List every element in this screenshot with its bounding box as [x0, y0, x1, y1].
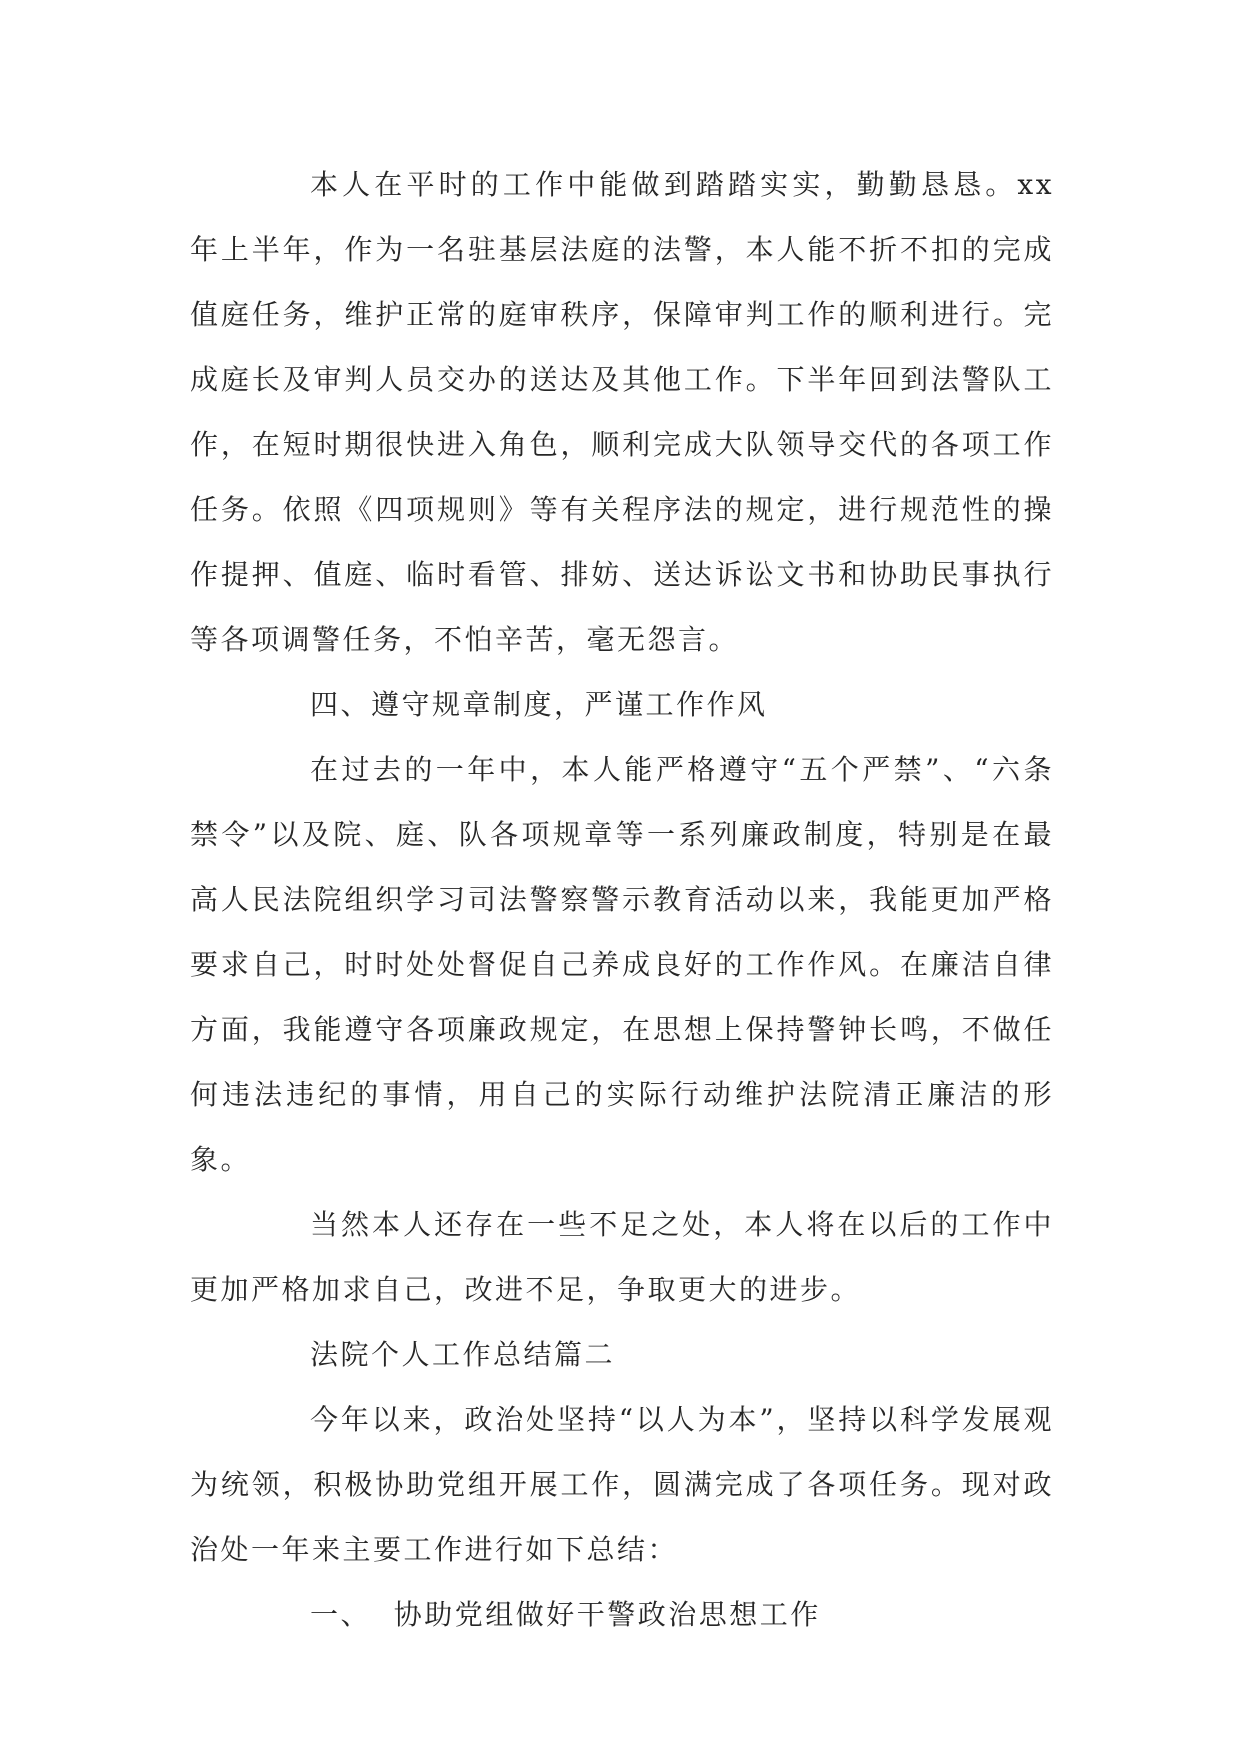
section-heading-four: 四、遵守规章制度，严谨工作作风: [310, 688, 768, 721]
article-title-part-two: 法院个人工作总结篇二: [310, 1338, 616, 1371]
document-body: [190, 152, 1054, 1647]
paragraph-shortcomings: 当然本人还存在一些不足之处，本人将在以后的工作中更加严格加求自己，改进不足，争取更大的进步。: [190, 1208, 1054, 1306]
paragraph-intro-political-office: 今年以来，政治处坚持“以人为本”，坚持以科学发展观为统领，积极协助党组开展工作，圆满完成了各项任务。现对政治处一年来主要工作进行如下总结：: [190, 1403, 1054, 1566]
paragraph-discipline: 在过去的一年中，本人能严格遵守“五个严禁”、“六条禁令”以及院、庭、队各项规章等一系列廉政制度，特别是在最高人民法院组织学习司法警察警示教育活动以来，我能更加严格要求自己，时时处处督促自己养成良好的工作作风。在廉洁自律方面，我能遵守各项廉政规定，在思想上保持警钟长鸣，不做任何违法违纪的事情，用自己的实际行动维护法院清正廉洁的形象。: [190, 753, 1054, 1176]
paragraph-work-performance: 本人在平时的工作中能做到踏踏实实，勤勤恳恳。xx 年上半年，作为一名驻基层法庭的法警，本人能不折不扣的完成值庭任务，维护正常的庭审秩序，保障审判工作的顺利进行。完成庭长及审判人员交办的送达及其他工作。下半年回到法警队工作，在短时期很快进入角色，顺利完成大队领导交代的各项工作任务。依照《四项规则》等有关程序法的规定，进行规范性的操作提押、值庭、临时看管、排妨、送达诉讼文书和协助民事执行等各项调警任务，不怕辛苦，毫无怨言。: [190, 168, 1054, 656]
section-heading-one: 一、 协助党组做好干警政治思想工作: [310, 1598, 821, 1631]
